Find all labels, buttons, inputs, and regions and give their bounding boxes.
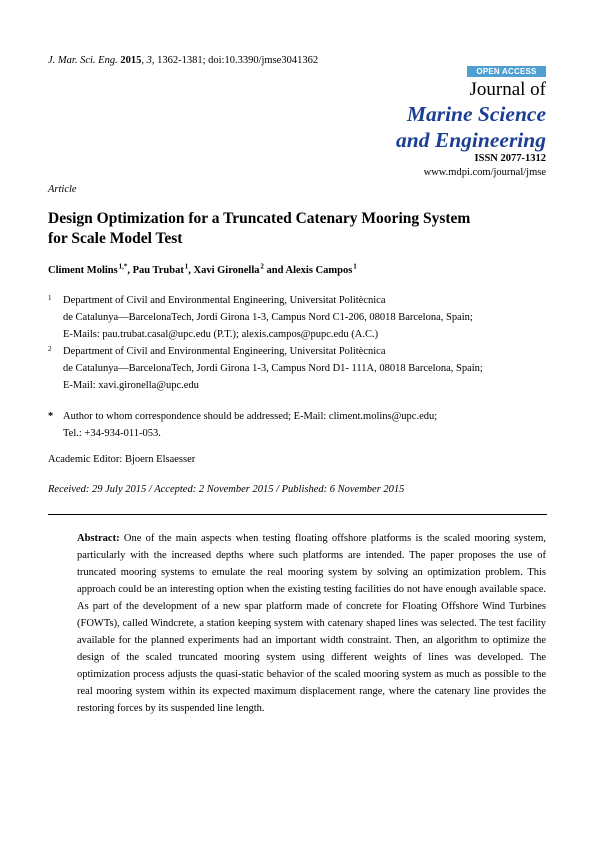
author-name: Climent Molins bbox=[48, 265, 118, 276]
citation-doi: , 1362-1381; doi:10.3390/jmse3041362 bbox=[151, 55, 319, 66]
article-type: Article bbox=[48, 184, 77, 195]
author-name: Alexis Campos bbox=[285, 265, 353, 276]
abstract-text: One of the main aspects when testing floating offshore platforms is the scaled mooring system, particularly with the increased depths where such platforms are intended. The paper proposes the use of truncated mooring systems to emulate the real mooring system by solving an optimization problem. This approach could be an interesting option when the existing testing facilities do not have enough available space. As part of the development of a new spar platform made of concrete for Floating Offshore Wind Turbines (FOWTs), called Windcrete, a station keeping system with catenary shaped lines was selected. The test facility available for the planned experiments had an important width constraint. Then, an algorithm to optimize the design of the scaled truncated mooring system using different weights of lines was developed. The optimization process adjusts the quasi-static behavior of the scaled mooring system as much as possible to the real mooring system within its expected maximum displacement range, where the catenary line provides the restoring forces by its suspended line length. bbox=[77, 533, 546, 714]
correspondence-line: Author to whom correspondence should be addressed; E-Mail: climent.molins@upc.edu; bbox=[63, 411, 438, 422]
journal-name bbox=[396, 101, 546, 153]
paper-title-line2: for Scale Model Test bbox=[48, 230, 183, 247]
correspondence-note bbox=[48, 408, 558, 442]
affiliation-number: 2 bbox=[48, 345, 52, 353]
citation-line: J. Mar. Sci. Eng. 2015, 3, 1362-1381; doi:10.3390/jmse3041362 bbox=[48, 55, 319, 66]
affiliation-line: Department of Civil and Environmental Engineering, Universitat Politècnica bbox=[63, 295, 386, 306]
affiliation-1 bbox=[48, 292, 558, 343]
journal-label: Journal of bbox=[469, 79, 546, 100]
citation-year: 2015 bbox=[120, 55, 142, 66]
open-access-badge: OPEN ACCESS bbox=[467, 66, 546, 77]
journal-name-line2: and Engineering bbox=[396, 128, 546, 152]
author-affil-mark: 1 bbox=[353, 262, 357, 271]
paper-title-line1: Design Optimization for a Truncated Catenary Mooring System bbox=[48, 210, 471, 227]
author-affil-mark: 1 bbox=[184, 262, 189, 271]
academic-editor: Academic Editor: Bjoern Elsaesser bbox=[48, 454, 196, 465]
issn: ISSN 2077-1312 bbox=[474, 153, 546, 164]
journal-name-line1: Marine Science bbox=[406, 102, 546, 126]
author-list: Climent Molins $^{1,*}$, Pau Trubat $^1$, Xavi Gironella $^2$ and Alexis Campos $^1$ bbox=[48, 262, 357, 276]
author-affil-mark: 2 bbox=[260, 262, 264, 271]
paper-title bbox=[48, 209, 553, 249]
affiliation-line: E-Mail: xavi.gironella@upc.edu bbox=[63, 380, 199, 391]
affiliation-2 bbox=[48, 343, 558, 394]
author-affil-mark: 1,* bbox=[118, 262, 128, 271]
citation-journal: J. Mar. Sci. Eng. bbox=[48, 55, 118, 66]
affiliation-line: Department of Civil and Environmental Engineering, Universitat Politècnica bbox=[63, 346, 386, 357]
correspondence-mark: * bbox=[48, 411, 54, 422]
affiliation-number: 1 bbox=[48, 294, 52, 302]
abstract bbox=[77, 530, 546, 717]
abstract-label: Abstract: bbox=[77, 533, 120, 544]
affiliation-line: E-Mails: pau.trubat.casal@upc.edu (P.T.); alexis.campos@pupc.edu (A.C.) bbox=[63, 329, 379, 340]
author-name: Xavi Gironella bbox=[193, 265, 260, 276]
citation-volume: 3 bbox=[146, 55, 152, 66]
section-divider bbox=[48, 514, 547, 515]
correspondence-line: Tel.: +34-934-011-053. bbox=[63, 428, 161, 439]
journal-url[interactable]: www.mdpi.com/journal/jmse bbox=[423, 167, 546, 178]
affiliation-line: de Catalunya—BarcelonaTech, Jordi Girona 1-3, Campus Nord D1- 111A, 08018 Barcelona, Spain; bbox=[63, 363, 483, 374]
publication-dates: Received: 29 July 2015 / Accepted: 2 November 2015 / Published: 6 November 2015 bbox=[48, 484, 405, 495]
author-name: Pau Trubat bbox=[132, 265, 184, 276]
affiliation-line: de Catalunya—BarcelonaTech, Jordi Girona 1-3, Campus Nord C1-206, 08018 Barcelona, Spain; bbox=[63, 312, 473, 323]
